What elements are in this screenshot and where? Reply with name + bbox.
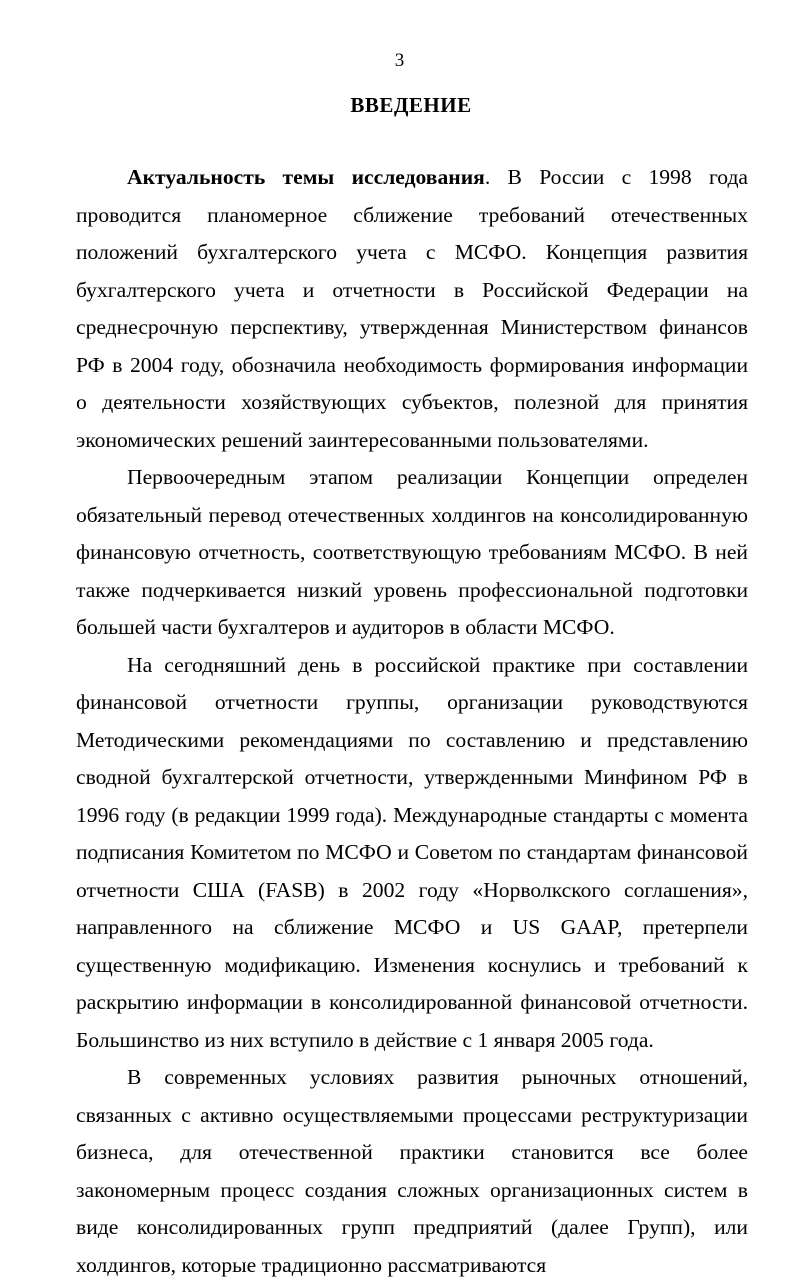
paragraph-relevance: [76, 159, 748, 459]
paragraph-current-practice: На сегодняшний день в российской практике при составлении финансовой отчетности группы, организации руководствуются Методическими рекомендациями по составлению и представлению сводной бухгалтерской отчетности, утвержденными Минфином РФ в 1996 году (в редакции 1999 года). Международные стандарты с момента подписания Комитетом по МСФО и Советом по стандартам финансовой отчетности США (FASB) в 2002 году «Норволкского соглашения», направленного на сближение МСФО и US GAAP, претерпели существенную модификацию. Изменения коснулись и требований к раскрытию информации в консолидированной финансовой отчетности. Большинство из них вступило в действие с 1 января 2005 года.: [76, 652, 748, 1052]
page-title: ВВЕДЕНИЕ: [350, 93, 472, 117]
body-text: [76, 159, 748, 1284]
page-number: 3: [394, 50, 405, 71]
paragraph-modern-conditions: В современных условиях развития рыночных отношений, связанных с активно осуществляемыми процессами реструктуризации бизнеса, для отечественной практики становится все более закономерным процесс создания сложных организационных систем в виде консолидированных групп предприятий (далее Групп), или холдингов, которые традиционно рассматриваются: [76, 1065, 748, 1277]
paragraph-lead: Актуальность темы исследования: [127, 165, 485, 189]
paragraph-text: . В России с 1998 года проводится планомерное сближение требований отечественных положений бухгалтерского учета с МСФО. Концепция развития бухгалтерского учета и отчетности в Российской Федерации на среднесрочную перспективу, утвержденная Министерством финансов РФ в 2004 году, обозначила необходимость формирования информации о деятельности хозяйствующих субъектов, полезной для принятия экономических решений заинтересованными пользователями.: [76, 165, 749, 452]
paragraph-priority-stage: Первоочередным этапом реализации Концепции определен обязательный перевод отечественных холдингов на консолидированную финансовую отчетность, соответствующую требованиям МСФО. В ней также подчеркивается низкий уровень профессиональной подготовки большей части бухгалтеров и аудиторов в области МСФО.: [76, 465, 748, 639]
